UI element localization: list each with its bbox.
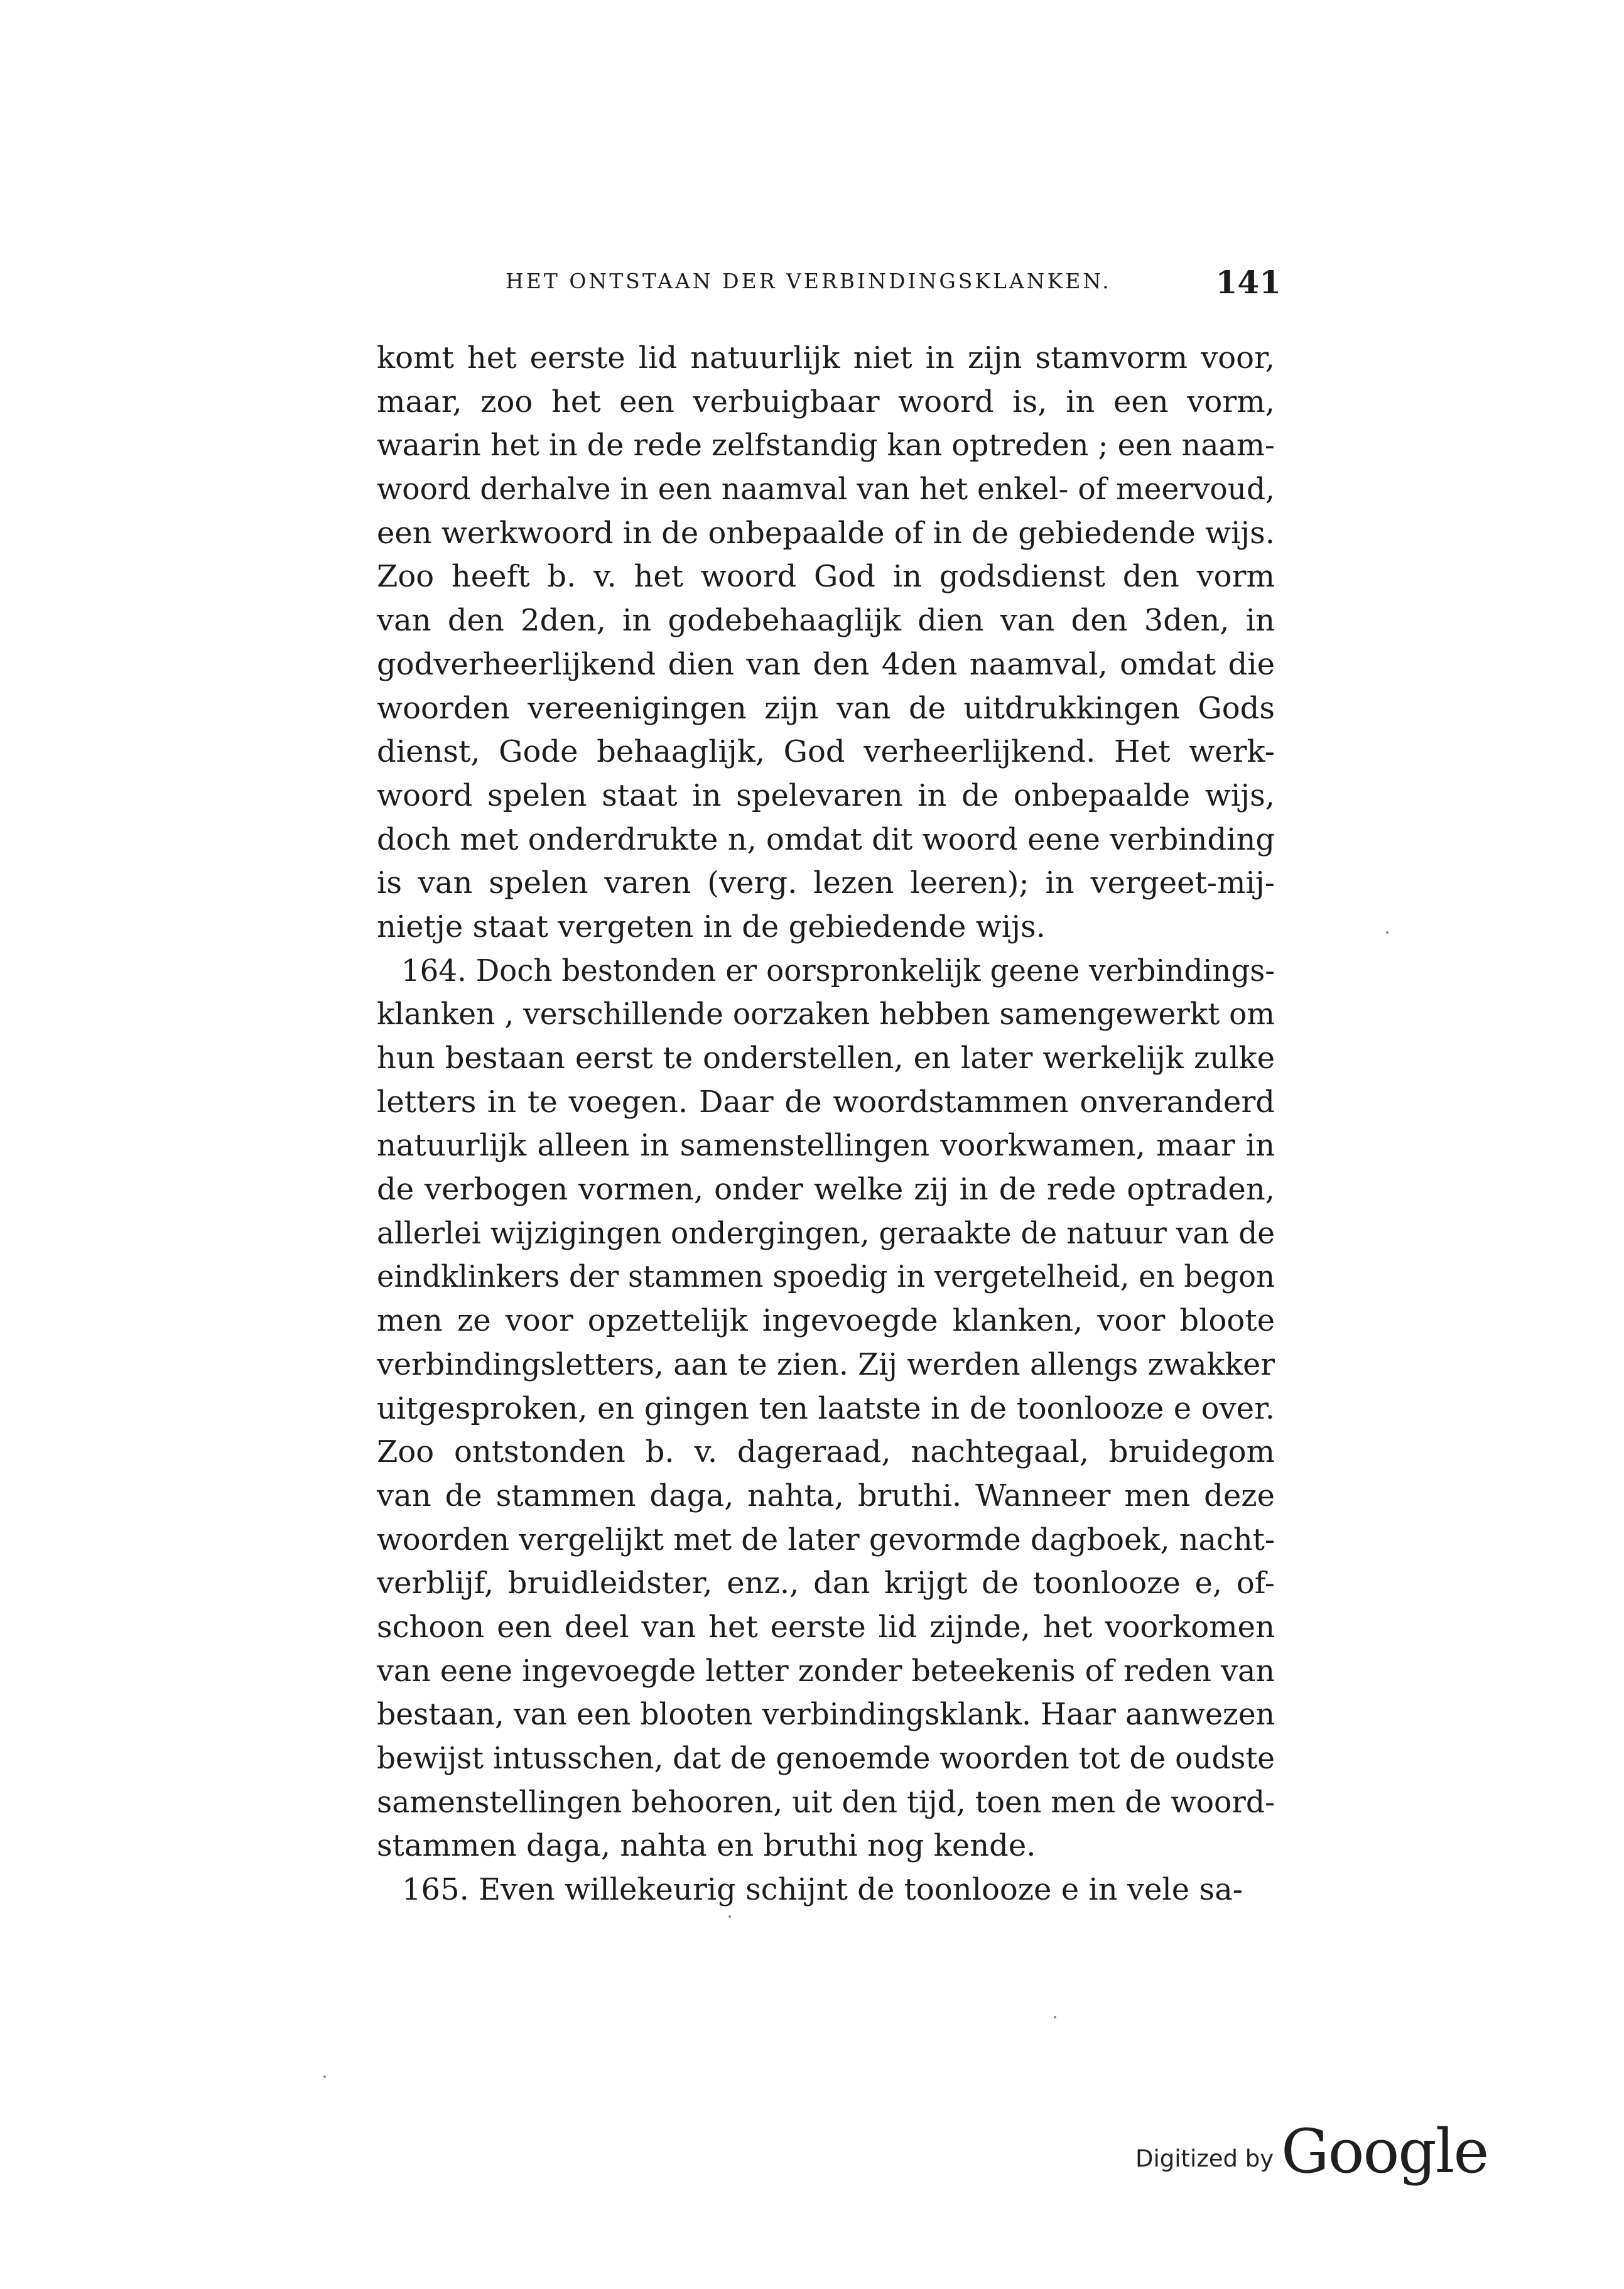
text-line: [377, 1824, 1275, 1868]
text-line: [377, 950, 1275, 993]
text-line: [377, 862, 1275, 906]
text-line-content: verbindingsletters, aan te zien. Zij werden allengs zwakker: [377, 1346, 1275, 1382]
running-title: HET ONTSTAAN DER VERBINDINGSKLANKEN.: [506, 269, 1112, 293]
text-line-content: 165. Even willekeurig schijnt de toonlooze e in vele sa-: [402, 1872, 1243, 1908]
text-line-content: Zoo heeft b. v. het woord God in godsdienst den vorm: [377, 559, 1275, 595]
scan-speck: [1386, 931, 1389, 934]
text-line: [377, 468, 1275, 512]
text-line-content: woord spelen staat in spelevaren in de onbepaalde wijs,: [377, 777, 1275, 813]
text-line-content: godverheerlijkend dien van den 4den naamval, omdat die: [377, 646, 1275, 682]
text-line: [377, 1518, 1275, 1562]
text-line: [377, 818, 1275, 862]
scan-speck: [323, 2075, 326, 2078]
text-line-content: doch met onderdrukte n, omdat dit woord eene verbinding: [377, 821, 1275, 857]
text-line: [377, 643, 1275, 687]
text-line-content: van eene ingevoegde letter zonder beteekenis of reden van: [377, 1653, 1275, 1689]
text-line: [377, 599, 1275, 643]
text-line-content: eindklinkers der stammen spoedig in vergetelheid, en begon: [377, 1259, 1275, 1295]
page-header: [377, 264, 1281, 301]
text-line: [377, 1475, 1275, 1518]
text-line-content: de verbogen vormen, onder welke zij in de rede optraden,: [377, 1172, 1275, 1208]
text-line-content: woorden vergelijkt met de later gevormde dagboek, nacht-: [377, 1522, 1275, 1557]
text-line: [377, 1255, 1275, 1299]
text-line-content: letters in te voegen. Daar de woordstammen onveranderd: [377, 1084, 1275, 1120]
text-line-content: bestaan, van een blooten verbindingsklank. Haar aanwezen: [377, 1697, 1275, 1733]
text-line-content: nietje staat vergeten in de gebiedende wijs.: [377, 909, 1046, 944]
text-line-content: van den 2den, in godebehaaglijk dien van den 3den, in: [377, 603, 1275, 639]
text-line-content: van de stammen daga, nahta, bruthi. Wanneer men deze: [377, 1478, 1275, 1513]
scan-speck: [728, 1915, 731, 1918]
text-line: [377, 337, 1275, 381]
text-line: [377, 1212, 1275, 1256]
text-line-content: samenstellingen behooren, uit den tijd, toen men de woord-: [377, 1784, 1275, 1820]
text-line: [377, 906, 1275, 950]
text-line: [377, 1037, 1275, 1081]
text-line-content: is van spelen varen (verg. lezen leeren); in vergeet-mij-: [377, 865, 1275, 901]
text-line-content: bewijst intusschen, dat de genoemde woorden tot de oudste: [377, 1741, 1275, 1776]
text-line: [377, 1431, 1275, 1475]
text-line: [377, 1387, 1275, 1431]
text-line: [377, 1606, 1275, 1650]
text-line-content: 164. Doch bestonden er oorspronkelijk geene verbindings-: [401, 953, 1275, 988]
text-line-content: uitgesproken, en gingen ten laatste in de toonlooze e over.: [377, 1390, 1275, 1426]
text-line: [377, 555, 1275, 599]
text-line: [377, 774, 1275, 818]
text-line: [377, 993, 1275, 1037]
text-line-content: dienst, Gode behaaglijk, God verheerlijkend. Het werk-: [377, 734, 1275, 770]
body-text: [377, 337, 1275, 1912]
text-line-content: woorden vereenigingen zijn van de uitdrukkingen Gods: [377, 690, 1275, 726]
text-line-content: hun bestaan eerst te onderstellen, en later werkelijk zulke: [377, 1041, 1275, 1076]
text-line-content: een werkwoord in de onbepaalde of in de gebiedende wijs.: [377, 515, 1275, 551]
text-line-content: verblijf, bruidleidster, enz., dan krijgt de toonlooze e, of-: [377, 1566, 1275, 1601]
text-line-content: maar, zoo het een verbuigbaar woord is, in een vorm,: [377, 384, 1275, 419]
page-number: 141: [1215, 264, 1281, 301]
text-line: [377, 1343, 1275, 1387]
text-line-content: natuurlijk alleen in samenstellingen voorkwamen, maar in: [377, 1128, 1275, 1164]
text-line: [377, 1168, 1275, 1212]
text-line: [377, 1781, 1275, 1825]
text-line-content: klanken , verschillende oorzaken hebben samengewerkt om: [377, 997, 1275, 1032]
text-line: [377, 1868, 1275, 1912]
text-line: [377, 1081, 1275, 1125]
scan-speck: [1054, 2016, 1056, 2018]
text-line: [377, 687, 1275, 731]
text-line-content: schoon een deel van het eerste lid zijnde, het voorkomen: [377, 1609, 1275, 1645]
text-line: [377, 512, 1275, 556]
text-line-content: stammen daga, nahta en bruthi nog kende.: [377, 1828, 1036, 1864]
digitized-by-google-watermark: [1135, 2116, 1487, 2185]
digitized-by-label: Digitized by: [1135, 2145, 1274, 2172]
text-line-content: komt het eerste lid natuurlijk niet in zijn stamvorm voor,: [377, 340, 1275, 376]
text-line: [377, 1650, 1275, 1694]
text-line: [377, 424, 1275, 468]
text-line: [377, 1693, 1275, 1737]
text-line: [377, 1562, 1275, 1606]
text-line: [377, 1737, 1275, 1781]
text-line-content: waarin het in de rede zelfstandig kan optreden ; een naam-: [377, 428, 1275, 463]
text-line-content: Zoo ontstonden b. v. dageraad, nachtegaal, bruidegom: [377, 1434, 1275, 1470]
google-logo: Google: [1281, 2116, 1488, 2187]
text-line: [377, 381, 1275, 425]
text-line: [377, 730, 1275, 774]
text-line-content: allerlei wijzigingen ondergingen, geraakte de natuur van de: [377, 1215, 1275, 1251]
text-line: [377, 1124, 1275, 1168]
text-line: [377, 1299, 1275, 1343]
text-line-content: woord derhalve in een naamval van het enkel- of meervoud,: [377, 472, 1275, 507]
text-line-content: men ze voor opzettelijk ingevoegde klanken, voor bloote: [377, 1303, 1275, 1339]
